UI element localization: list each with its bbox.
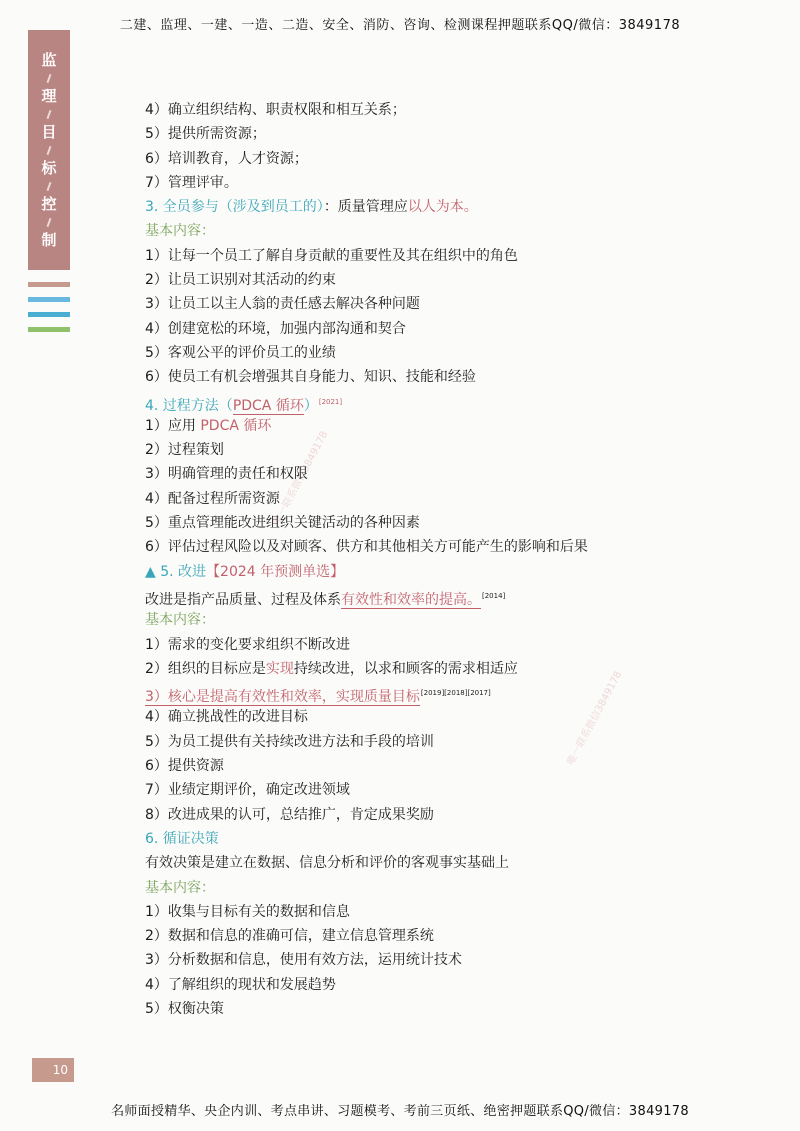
main-content [145,98,765,1021]
text-line: 4）确立组织结构、职责权限和相互关系； [145,102,406,118]
exam-year-tag: [2021] [318,397,343,406]
text-line: 1）需求的变化要求组织不断改进 [145,636,350,653]
watermark: 唯一联系微信3849178 [271,429,331,528]
side-tab-separator [47,110,52,119]
text-line: 4）了解组织的现状和发展趋势 [145,976,336,993]
text-line: 有效决策是建立在数据、信息分析和评价的客观事实基础上 [145,855,509,872]
section-title: 3. 全员参与（涉及到员工的） [145,199,324,216]
subheading-basic-content: 基本内容： [145,612,215,629]
highlight-text: 3）核心是提高有效性和效率，实现质量目标 [145,689,420,706]
side-tab-char: 标 [41,159,57,177]
side-tab-separator [47,146,52,155]
section-heading-improvement [145,560,765,584]
text-line [145,657,765,681]
section-title-tail: ） [303,397,318,414]
text-line: 2）数据和信息的准确可信，建立信息管理系统 [145,928,434,945]
exam-year-tag: [2014] [482,591,506,600]
text-span: 1）应用 [145,417,201,434]
text-line [145,584,765,608]
text-line: 5）客观公平的评价员工的业绩 [145,344,336,361]
section-heading-evidence-decision: 6. 循证决策 [145,830,219,847]
chapter-side-tab [28,30,70,270]
subheading-basic-content: 基本内容： [145,223,215,240]
highlight-text: PDCA 循环 [200,417,272,434]
text-line: 1）让每一个员工了解自身贡献的重要性及其在组织中的角色 [145,247,518,264]
text-span: 改进是指产品质量、过程及体系 [145,591,341,608]
text-line: 5）重点管理能改进组织关键活动的各种因素 [145,515,420,532]
text-line: 5）为员工提供有关持续改进方法和手段的培训 [145,733,434,750]
section-text: ：质量管理应 [323,199,408,216]
text-line: 7）管理评审。 [145,174,238,191]
side-tab-separator [47,74,52,83]
text-line: 6）使员工有机会增强其自身能力、知识、技能和经验 [145,369,476,386]
text-line: 4）确立挑战性的改进目标 [145,709,308,726]
text-line: 6）评估过程风险以及对顾客、供方和其他相关方可能产生的影响和后果 [145,539,588,556]
page-footer: 名师面授精华、央企内训、考点串讲、习题模考、考前三页纸、绝密押题联系QQ/微信：3849178 [111,1104,689,1119]
text-span: 2）组织的目标应是 [145,660,266,677]
side-tab-char: 目 [41,123,57,141]
text-line: 3）让员工以主人翁的责任感去解决各种问题 [145,296,420,313]
text-line: 6）提供资源 [145,758,224,775]
highlight-text: 以人为本。 [407,199,478,216]
text-line: 1）收集与目标有关的数据和信息 [145,903,350,920]
decor-bar-pink [28,282,70,287]
subheading-basic-content: 基本内容： [145,879,215,896]
watermark: 唯一联系微信3849178 [565,669,625,768]
text-line: 3）明确管理的责任和权限 [145,466,308,483]
page-header: 二建、监理、一建、一造、二造、安全、消防、咨询、检测课程押题联系QQ/微信：3849178 [119,18,681,33]
side-tab-char: 监 [41,51,57,69]
highlight-text: PDCA 循环 [232,397,304,414]
side-tab-separator [47,218,52,227]
highlight-text: 实现 [265,660,294,677]
text-span: 持续改进，以求和顾客的需求相适应 [293,660,518,677]
decor-bar-green [28,327,70,332]
text-line: 2）过程策划 [145,442,224,459]
decor-bar-blue-2 [28,312,70,317]
page-number: 10 [32,1058,74,1082]
text-line [145,681,765,705]
text-line: 5）权衡决策 [145,1000,224,1017]
section-heading-full-participation [145,195,765,219]
side-tab-separator [47,182,52,191]
text-line: 4）创建宽松的环境，加强内部沟通和契合 [145,320,406,337]
section-title: 4. 过程方法（ [145,397,233,414]
section-title: ▲ 5. 改进 [145,563,207,580]
text-line: 7）业绩定期评价，确定改进领域 [145,782,350,799]
text-line: 6）培训教育，人才资源； [145,150,308,167]
text-line: 3）分析数据和信息，使用有效方法，运用统计技术 [145,952,462,969]
text-line: 8）改进成果的认可，总结推广，肯定成果奖励 [145,806,434,823]
text-line: 5）提供所需资源； [145,126,266,143]
prediction-tag: 【2024 年预测单选】 [206,563,345,580]
text-line: 4）配备过程所需资源 [145,490,280,507]
text-line: 2）让员工识别对其活动的约束 [145,272,336,289]
text-line [145,414,765,438]
decor-bar-blue [28,297,70,302]
section-heading-process-approach [145,390,765,414]
highlight-text: 有效性和效率的提高。 [341,591,481,608]
exam-year-tag: [2019][2018][2017] [420,689,491,698]
side-tab-char: 理 [41,87,57,105]
side-tab-char: 控 [41,195,57,213]
side-tab-char: 制 [41,231,57,249]
